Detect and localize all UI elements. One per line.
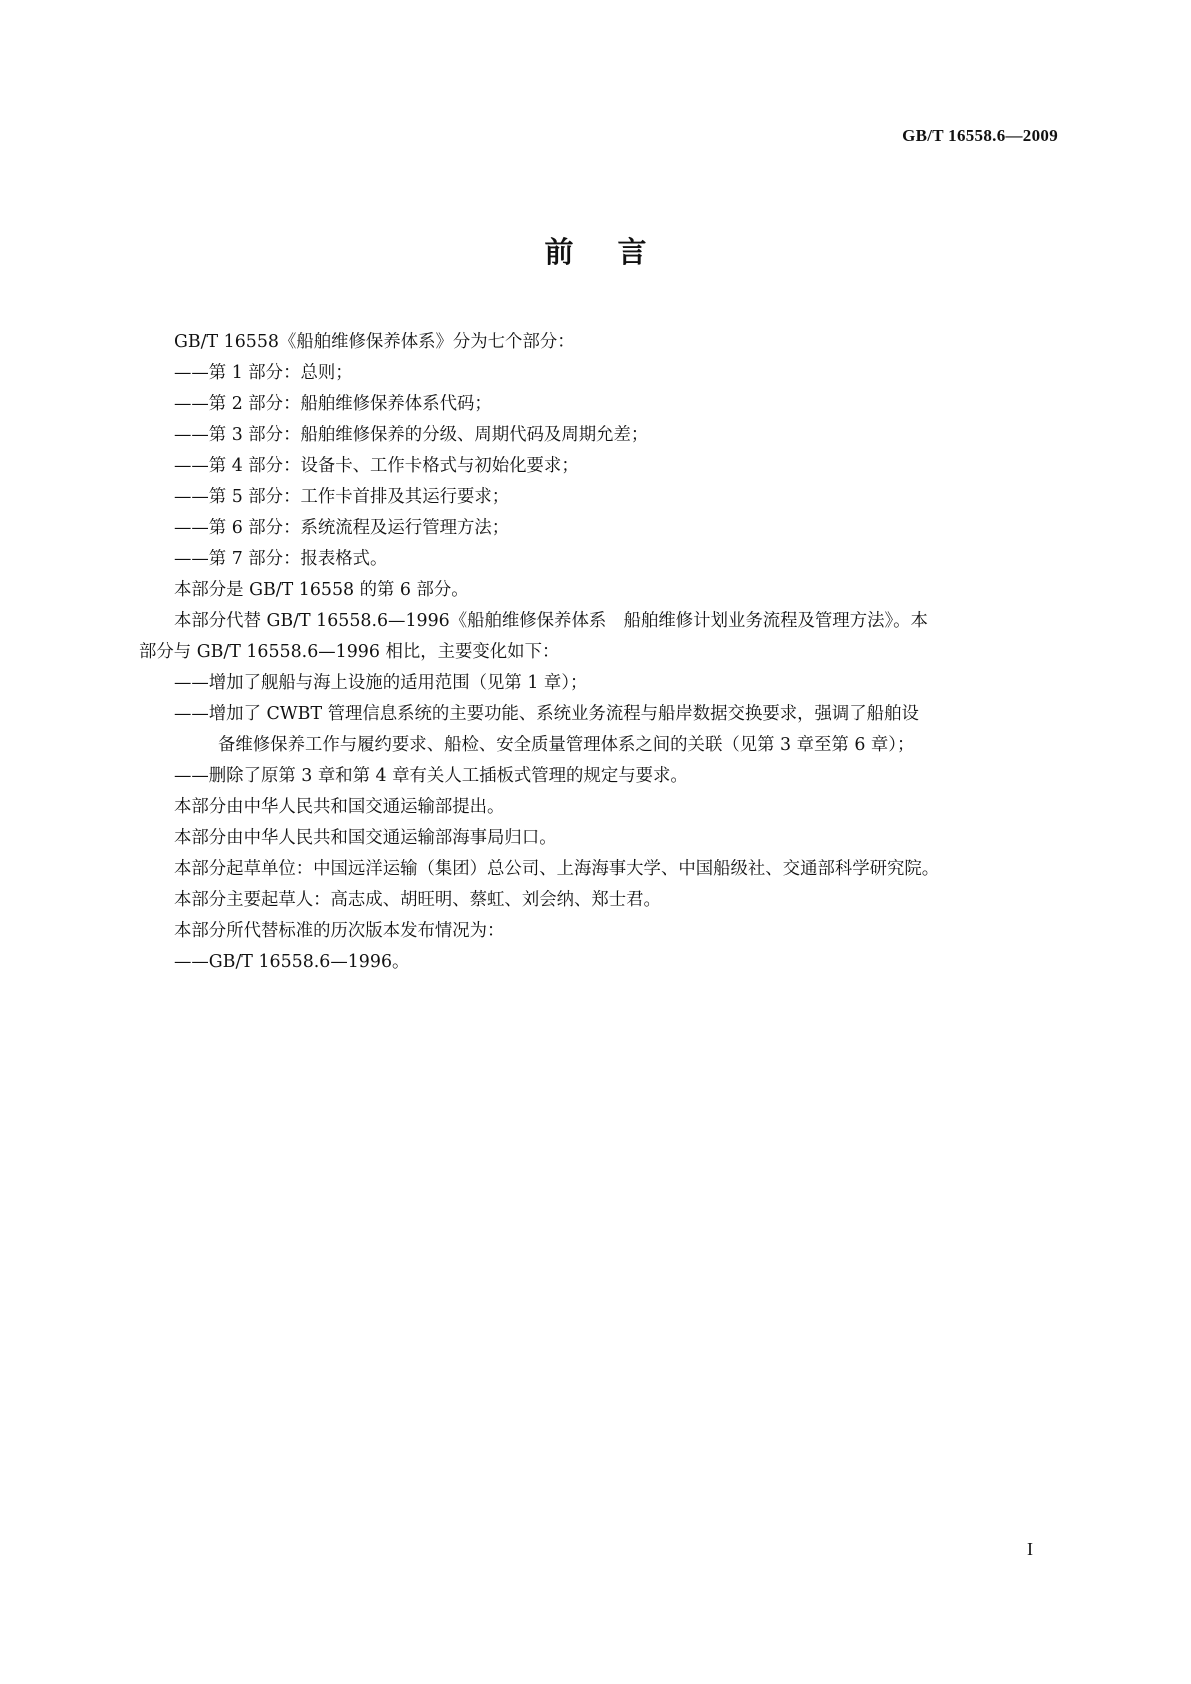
list-item: ——GB/T 16558.6—1996。 (174, 952, 410, 972)
list-item: ——第 4 部分：设备卡、工作卡格式与初始化要求； (174, 456, 579, 476)
paragraph-continuation: 部分与 GB/T 16558.6—1996 相比，主要变化如下： (139, 642, 560, 662)
paragraph: 本部分由中华人民共和国交通运输部提出。 (174, 797, 505, 817)
paragraph: 本部分是 GB/T 16558 的第 6 部分。 (174, 580, 469, 600)
list-item-continuation: 备维修保养工作与履约要求、船检、安全质量管理体系之间的关联（见第 3 章至第 6 章）； (218, 735, 915, 755)
list-item: ——第 3 部分：船舶维修保养的分级、周期代码及周期允差； (174, 425, 649, 445)
paragraph: 本部分由中华人民共和国交通运输部海事局归口。 (174, 828, 557, 848)
page-title: 前言 (544, 235, 691, 269)
list-item: ——第 2 部分：船舶维修保养体系代码； (174, 394, 492, 414)
list-item: ——第 1 部分：总则； (174, 363, 353, 383)
list-item: ——第 7 部分：报表格式。 (174, 549, 388, 569)
list-item: ——增加了舰船与海上设施的适用范围（见第 1 章）； (174, 673, 588, 693)
paragraph: 本部分代替 GB/T 16558.6—1996《船舶维修保养体系 船舶维修计划业务流程及管理方法》。本 (174, 611, 928, 631)
list-item: ——增加了 CWBT 管理信息系统的主要功能、系统业务流程与船岸数据交换要求，强调了船舶设 (174, 704, 919, 724)
paragraph: GB/T 16558《船舶维修保养体系》分为七个部分： (174, 332, 575, 352)
paragraph: 本部分主要起草人：高志成、胡旺明、蔡虹、刘会纳、郑士君。 (174, 890, 661, 910)
document-body (139, 327, 1059, 978)
list-item: ——删除了原第 3 章和第 4 章有关人工插板式管理的规定与要求。 (174, 766, 688, 786)
paragraph: 本部分所代替标准的历次版本发布情况为： (174, 921, 505, 941)
list-item: ——第 5 部分：工作卡首排及其运行要求； (174, 487, 510, 507)
standard-number: GB/T 16558.6—2009 (902, 126, 1058, 145)
list-item: ——第 6 部分：系统流程及运行管理方法； (174, 518, 510, 538)
page-number: I (1027, 1539, 1033, 1559)
paragraph: 本部分起草单位：中国远洋运输（集团）总公司、上海海事大学、中国船级社、交通部科学研究院。 (174, 859, 940, 879)
